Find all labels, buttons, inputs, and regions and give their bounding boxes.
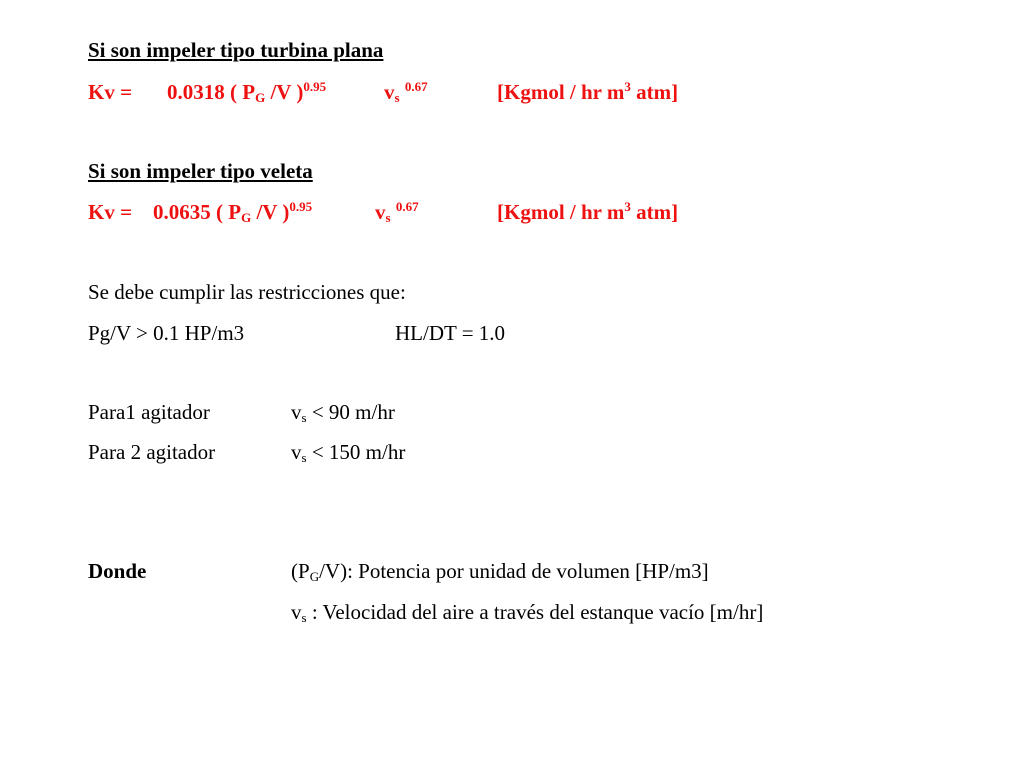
- heading-veleta: Si son impeler tipo veleta: [88, 159, 313, 183]
- heading-turbina-plana: Si son impeler tipo turbina plana: [88, 38, 384, 62]
- equation-turbina-rhs: [167, 79, 326, 105]
- agitator-2-condition: $v_s < 150$ m/hr: [291, 440, 406, 465]
- definition-power: $(P_G/V)$: Potencia por unidad de volumen [HP/m3]: [291, 559, 709, 584]
- kv-label: Kv =: [88, 80, 133, 104]
- agitator-1-label: Para1 agitador: [88, 400, 210, 424]
- equation-turbina-lhs: [88, 79, 132, 105]
- restriction-pgv: Pg/V > 0.1 HP/m3: [88, 321, 245, 345]
- velocity-term-turbina: $v_s$ $^{0.67}$: [384, 79, 428, 105]
- definition-velocity: $v_s$ : Velocidad del aire a través del estanque vacío [m/hr]: [291, 600, 764, 625]
- coefficient: 0.0318: [167, 80, 225, 104]
- power-term: ( $P_G$ /V )$^{0.95}$: [216, 199, 313, 225]
- units-veleta: [Kgmol / hr $m^3$ atm]: [497, 199, 679, 224]
- power-term: ( $P_G$ /V )$^{0.95}$: [230, 79, 327, 105]
- donde-label: Donde: [88, 559, 147, 583]
- units-turbina: [Kgmol / hr $m^3$ atm]: [497, 79, 679, 104]
- velocity-term-veleta: $v_s$ $^{0.67}$: [375, 199, 419, 225]
- agitator-2-label: Para 2 agitador: [88, 440, 216, 464]
- restriction-hldt: HL/DT = 1.0: [395, 321, 506, 345]
- kv-label: Kv =: [88, 200, 133, 224]
- equation-veleta-rhs: [153, 199, 312, 225]
- restrictions-intro: Se debe cumplir las restricciones que:: [88, 280, 406, 304]
- equation-veleta-lhs: [88, 199, 132, 225]
- agitator-1-condition: $v_s < 90$ m/hr: [291, 400, 395, 425]
- coefficient: 0.0635: [153, 200, 211, 224]
